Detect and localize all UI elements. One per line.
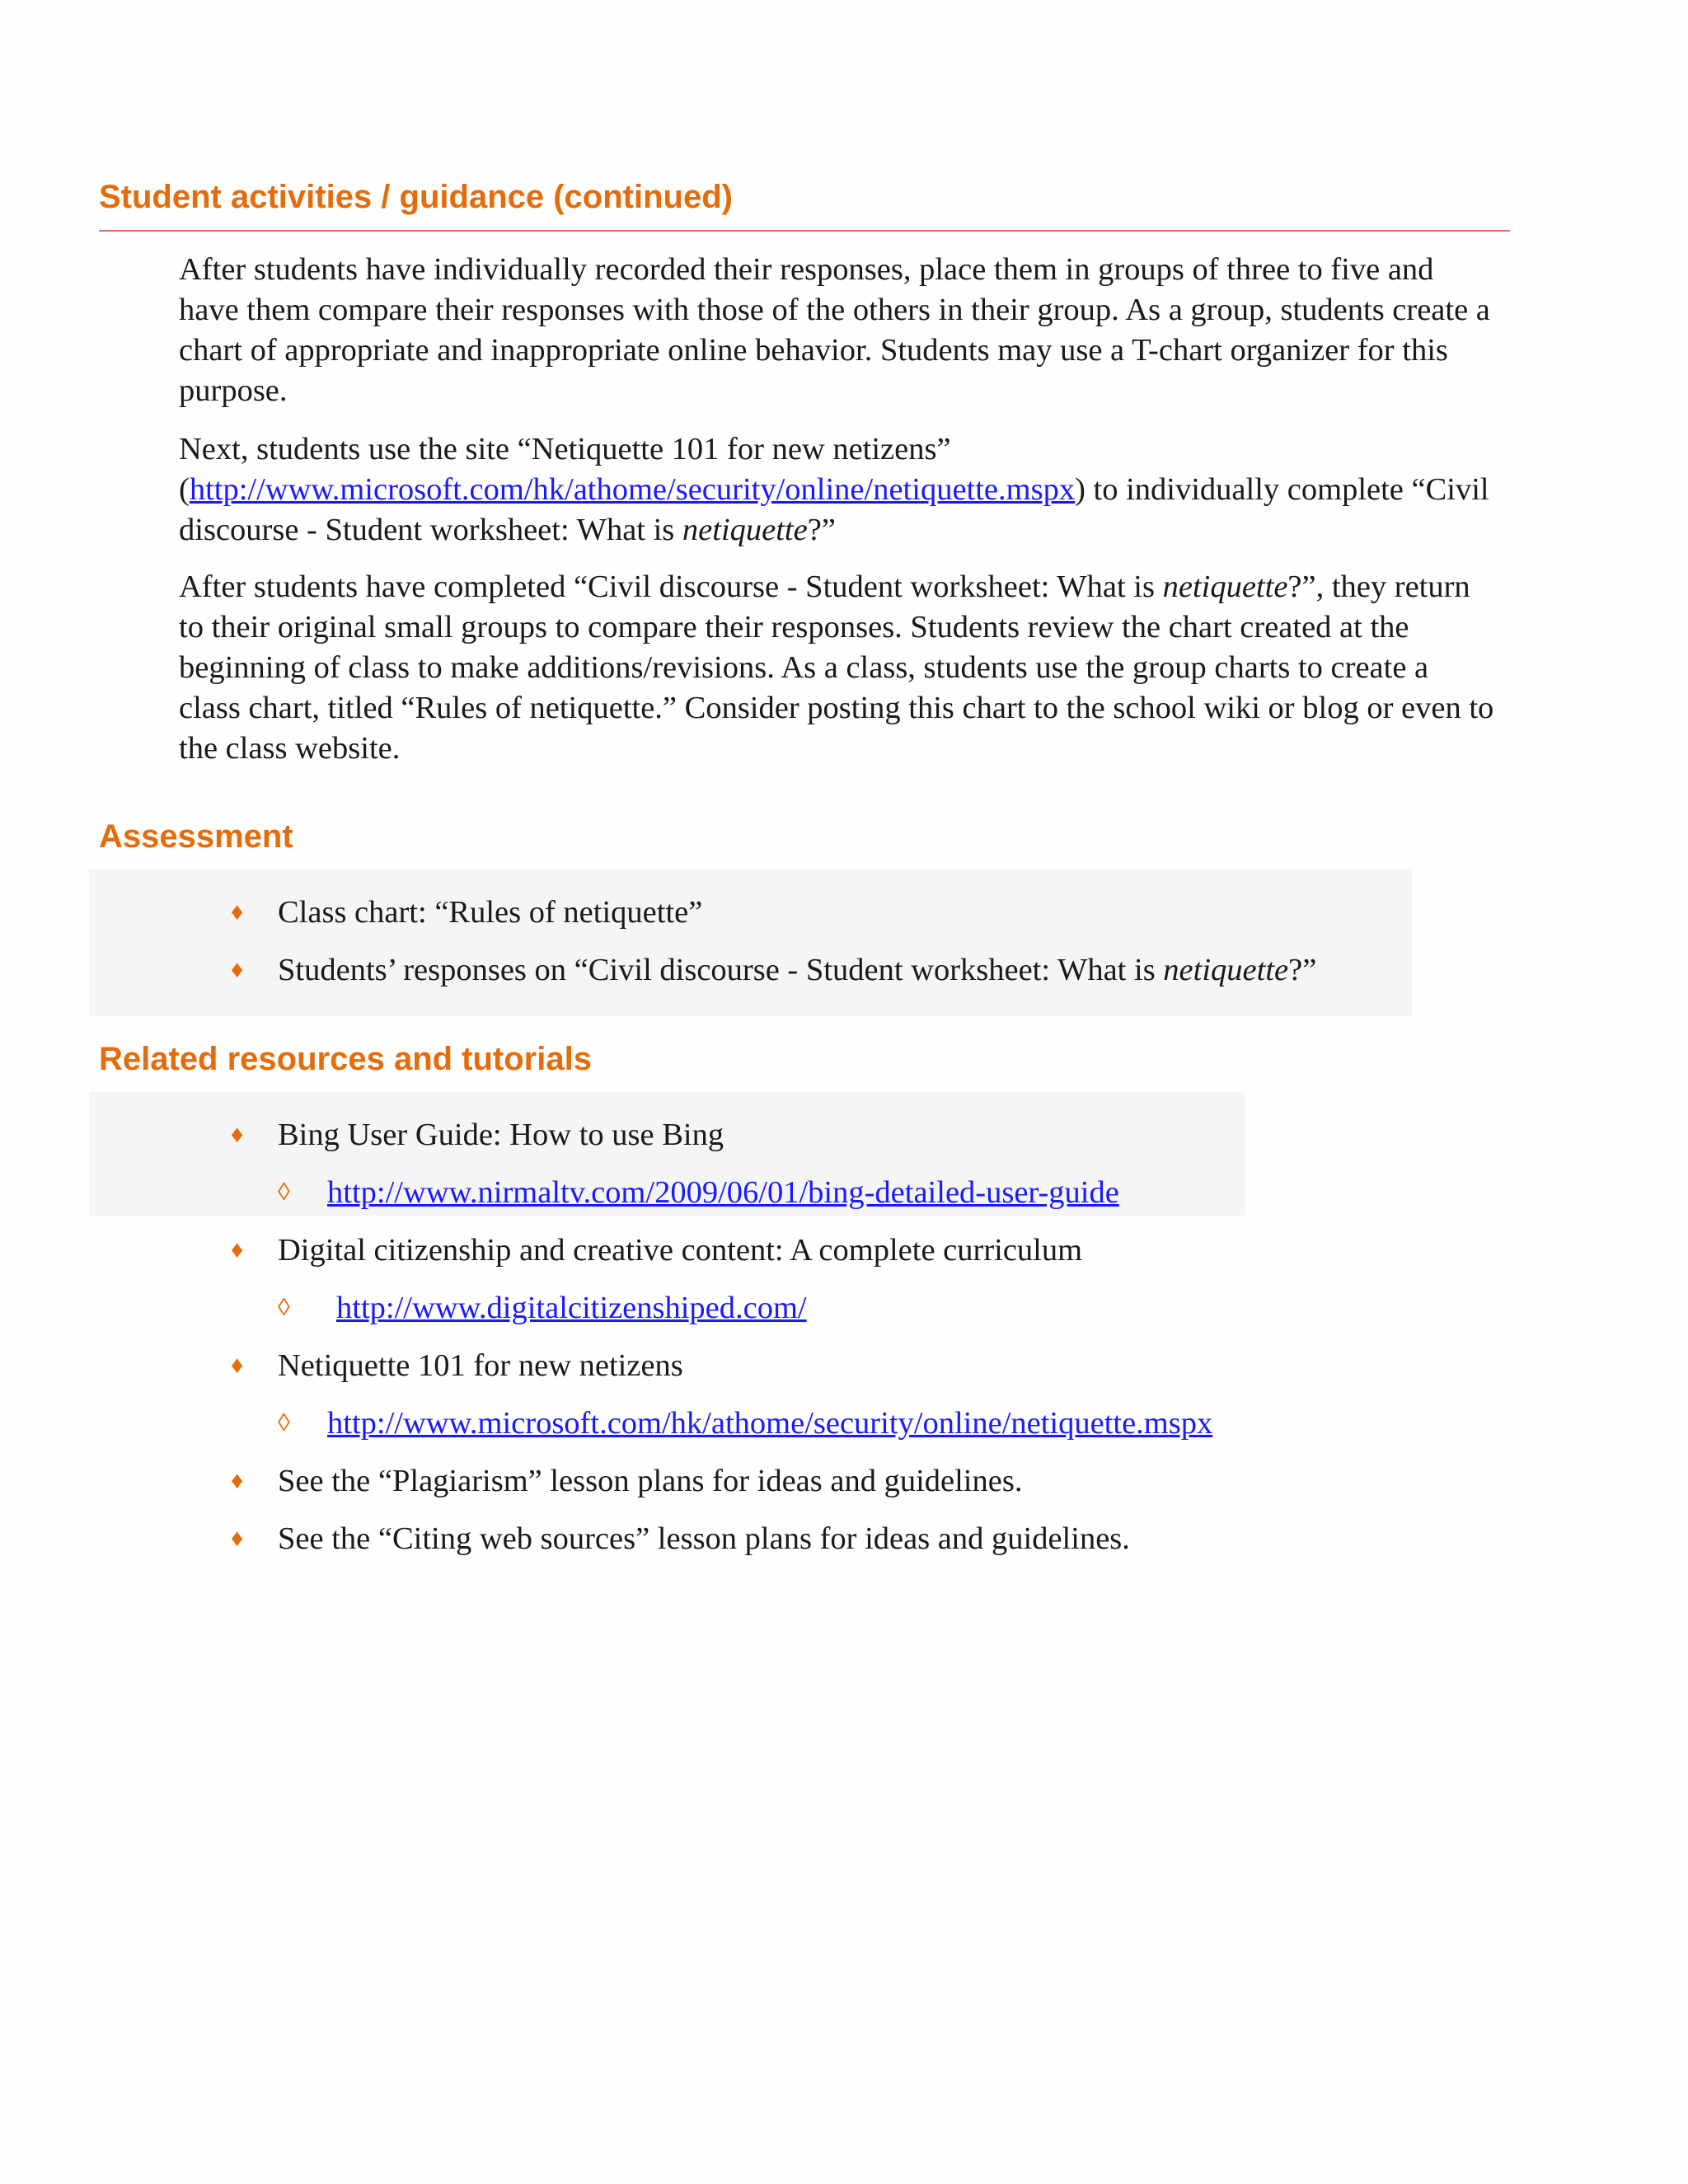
bullet-icon: ♦ <box>231 1525 244 1552</box>
p3-italic-netiquette: netiquette <box>1162 569 1288 604</box>
p3-text-before: After students have completed “Civil discourse - Student worksheet: What is <box>179 569 1163 604</box>
section-heading-student-activities: Student activities / guidance (continued) <box>99 179 733 215</box>
resource-link-netiquette-101[interactable]: http://www.microsoft.com/hk/athome/security/online/netiquette.mspx <box>327 1406 1213 1441</box>
p2-text-end: ?” <box>807 513 836 547</box>
bullet-icon: ♦ <box>231 1121 244 1148</box>
p2-text-after: ) to individually complete “Civil discourse - Student worksheet: What is <box>179 472 1489 547</box>
sub-bullet-icon: ◊ <box>278 1179 290 1206</box>
paragraph-grouping: After students have individually recorded their responses, place them in groups of three to five and have them compare their responses with those of the others in their group. As a group, students create a chart of appropriate and inappropriate online behavior. Students may use a T-chart organizer for this purpose. <box>179 252 1490 408</box>
sub-bullet-icon: ◊ <box>278 1409 290 1436</box>
p2-italic-netiquette: netiquette <box>682 513 808 547</box>
p3-text-after: ?”, they return to their original small groups to compare their responses. Students review the chart created at the beginning of class to make additions/revisions. As a class, students use the group charts to create a class chart, titled “Rules of netiquette.” Consider posting this chart to the school wiki or blog or even to the class website. <box>179 569 1494 766</box>
assessment-italic-netiquette: netiquette <box>1163 953 1289 987</box>
resource-link-bing-guide[interactable]: http://www.nirmaltv.com/2009/06/01/bing-detailed-user-guide <box>327 1175 1119 1210</box>
section-heading-assessment: Assessment <box>99 818 293 855</box>
resource-item-digital-citizenship: Digital citizenship and creative content: A complete curriculum <box>278 1233 1083 1268</box>
sub-bullet-icon: ◊ <box>278 1294 290 1321</box>
resource-item-plagiarism: See the “Plagiarism” lesson plans for ideas and guidelines. <box>278 1464 1023 1498</box>
resource-item-netiquette-101: Netiquette 101 for new netizens <box>278 1348 683 1383</box>
bullet-icon: ♦ <box>231 1352 244 1379</box>
bullet-icon: ♦ <box>231 898 244 926</box>
netiquette-link[interactable]: http://www.microsoft.com/hk/athome/security/online/netiquette.mspx <box>189 472 1076 507</box>
bullet-icon: ♦ <box>231 1236 244 1263</box>
assessment-item-student-responses: Students’ responses on “Civil discourse - Student worksheet: What is netiquette?” <box>278 953 1317 987</box>
assessment-item-class-chart: Class chart: “Rules of netiquette” <box>278 895 703 930</box>
heading-rule <box>99 230 1510 232</box>
resource-link-digital-citizenship[interactable]: http://www.digitalcitizenshiped.com/ <box>336 1291 807 1325</box>
paragraph-netiquette-site <box>179 429 1498 551</box>
p2-text-before: Next, students use the site “Netiquette 101 for new netizens” ( <box>179 432 951 507</box>
resource-item-citing-web-sources: See the “Citing web sources” lesson plans for ideas and guidelines. <box>278 1521 1130 1556</box>
bullet-icon: ♦ <box>231 1467 244 1494</box>
paragraph-compare-responses <box>179 567 1498 769</box>
resource-item-bing-guide: Bing User Guide: How to use Bing <box>278 1118 724 1152</box>
bullet-icon: ♦ <box>231 956 244 983</box>
section-heading-resources: Related resources and tutorials <box>99 1041 592 1077</box>
